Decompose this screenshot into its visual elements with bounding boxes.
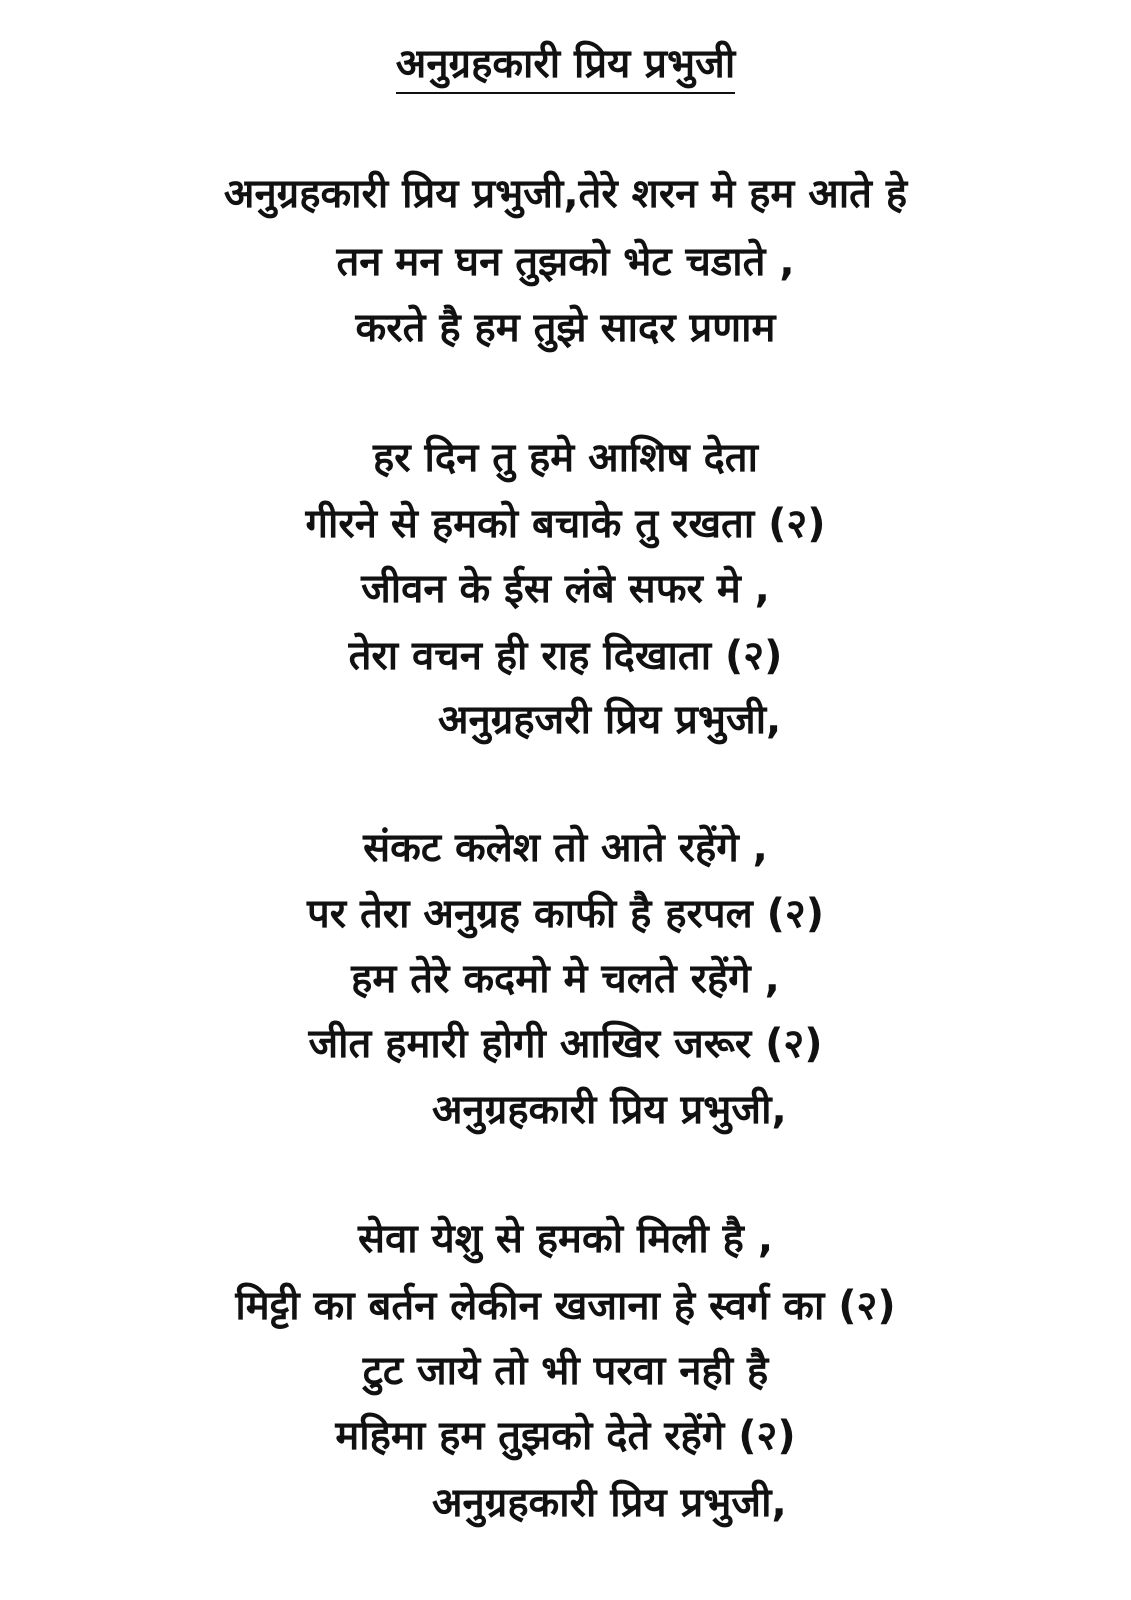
chorus-line-2: तन मन घन तुझको भेट चडाते , xyxy=(336,239,795,285)
chorus-line-3: करते है हम तुझे सादर प्रणाम xyxy=(355,305,776,351)
verse2-line-3: हम तेरे कदमो मे चलते रहेंगे , xyxy=(351,956,780,1002)
verse1-refrain: अनुग्रहजरी प्रिय प्रभुजी, xyxy=(438,697,782,743)
verse2-refrain: अनुग्रहकारी प्रिय प्रभुजी, xyxy=(432,1087,787,1133)
verse1-line-3: जीवन के ईस लंबे सफर मे , xyxy=(361,566,770,612)
verse1-line-2: गीरने से हमको बचाके तु रखता (२) xyxy=(305,501,826,547)
verse3-line-2: मिट्टी का बर्तन लेकीन खजाना हे स्वर्ग का (२) xyxy=(235,1283,896,1329)
verse2-line-1: संकट कलेश तो आते रहेंगे , xyxy=(363,825,768,871)
verse1-line-1: हर दिन तु हमे आशिष देता xyxy=(373,435,758,481)
chorus-line-1: अनुग्रहकारी प्रिय प्रभुजी,तेरे शरन मे हम आते हे xyxy=(223,171,908,217)
verse3-refrain: अनुग्रहकारी प्रिय प्रभुजी, xyxy=(432,1480,787,1526)
verse3-line-4: महिमा हम तुझको देते रहेंगे (२) xyxy=(335,1413,796,1459)
song-title: अनुग्रहकारी प्रिय प्रभुजी xyxy=(396,38,735,94)
title-container xyxy=(0,38,1131,94)
verse1-line-4: तेरा वचन ही राह दिखाता (२) xyxy=(348,633,783,679)
verse3-line-3: टुट जाये तो भी परवा नही है xyxy=(362,1348,769,1394)
verse3-line-1: सेवा येशु से हमको मिली है , xyxy=(357,1216,774,1262)
verse2-line-4: जीत हमारी होगी आखिर जरूर (२) xyxy=(308,1021,823,1067)
verse2-line-2: पर तेरा अनुग्रह काफी है हरपल (२) xyxy=(306,891,825,937)
